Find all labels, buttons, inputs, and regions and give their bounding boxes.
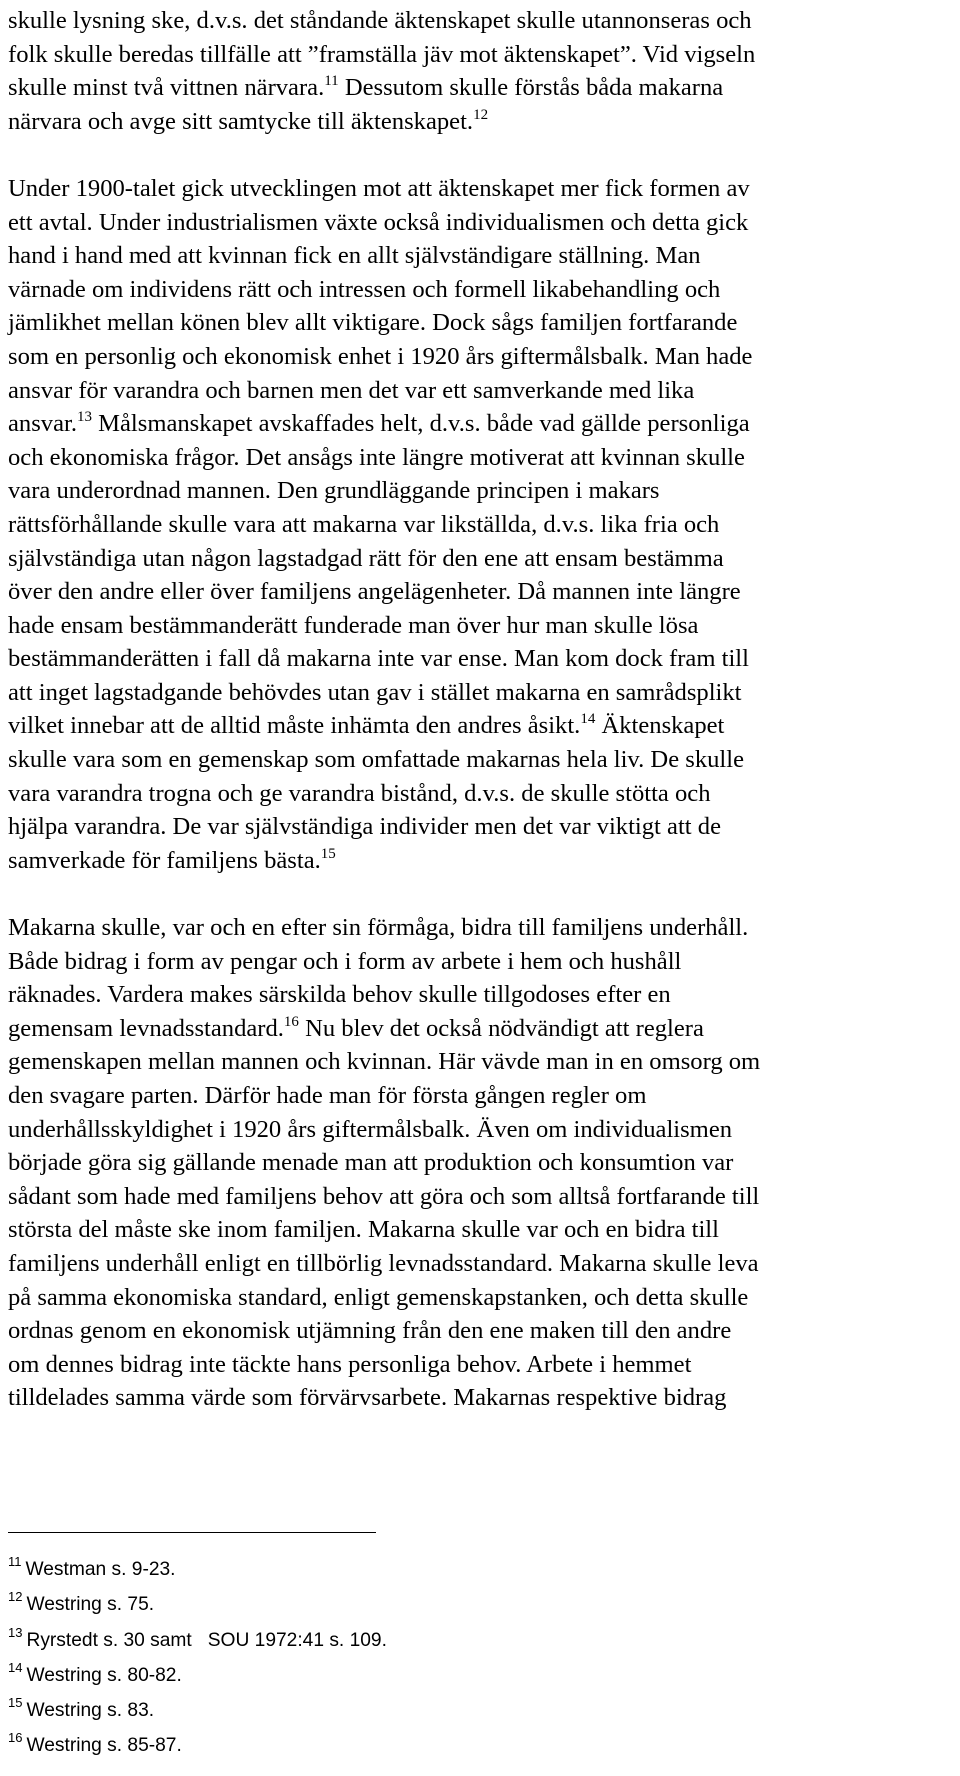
text-line: största del måste ske inom familjen. Makarna skulle var och en bidra till [8, 1216, 719, 1244]
footnote-reference[interactable]: 12 [473, 106, 489, 123]
footnote-item [8, 1623, 387, 1658]
text-segment: närvara och avge sitt samtycke till äktenskapet. [8, 107, 474, 135]
text-line: hjälpa varandra. De var självständiga individer men det var viktigt att de [8, 813, 721, 841]
text-line: Både bidrag i form av pengar och i form av arbete i hem och hushåll [8, 947, 682, 975]
footnote-number: 15 [8, 1695, 23, 1711]
text-line: att inget lagstadgande behövdes utan gav i stället makarna en samrådsplikt [8, 678, 742, 706]
text-line [8, 105, 948, 139]
text-segment: gemensam levnadsstandard. [8, 1014, 284, 1042]
footnote-text: Ryrstedt s. 30 samt SOU 1972:41 s. 109. [26, 1629, 387, 1651]
footnote-item [8, 1693, 387, 1728]
text-line: över den andre eller över familjens angelägenheter. Då mannen inte längre [8, 578, 741, 606]
text-line: ett avtal. Under industrialismen växte också individualismen och detta gick [8, 208, 749, 236]
text-line: på samma ekonomiska standard, enligt gemenskapstanken, och detta skulle [8, 1283, 749, 1311]
footnotes [8, 1552, 387, 1764]
text-line [8, 709, 948, 743]
text-line: sådant som hade med familjens behov att göra och som alltså fortfarande till [8, 1182, 760, 1210]
text-line: tilldelades samma värde som förvärvsarbete. Makarnas respektive bidrag [8, 1384, 727, 1412]
footnote-item [8, 1658, 387, 1693]
text-segment: Målsmanskapet avskaffades helt, d.v.s. både vad gällde personliga [91, 410, 750, 438]
text-segment: Nu blev det också nödvändigt att reglera [298, 1014, 704, 1042]
text-segment: ansvar. [8, 410, 77, 438]
text-line: hand i hand med att kvinnan fick en allt självständigare ställning. Man [8, 242, 701, 270]
paragraph-1900s-marriage [8, 172, 948, 877]
footnote-text: Westring s. 85-87. [26, 1735, 182, 1757]
text-line: hade ensam bestämmanderätt funderade man över hur man skulle lösa [8, 611, 699, 639]
footnote-reference[interactable]: 11 [324, 73, 339, 90]
footnote-separator [8, 1532, 376, 1533]
text-line: som en personlig och ekonomisk enhet i 1920 års giftermålsbalk. Man hade [8, 342, 753, 370]
footnote-text: Westman s. 9-23. [25, 1559, 176, 1580]
footnote-text: Westring s. 80-82. [26, 1664, 182, 1686]
text-line: självständiga utan någon lagstadgad rätt för den ene att ensam bestämma [8, 544, 724, 572]
text-segment: samverkade för familjens bästa. [8, 846, 321, 874]
paragraph-betrothal [8, 4, 948, 138]
footnote-number: 12 [8, 1589, 23, 1605]
text-line: rättsförhållande skulle vara att makarna var likställda, d.v.s. lika fria och [8, 510, 720, 538]
text-line: vara varandra trogna och ge varandra bistånd, d.v.s. de skulle stötta och [8, 779, 711, 807]
text-segment: skulle minst två vittnen närvara. [8, 74, 325, 102]
text-line: skulle lysning ske, d.v.s. det ståndande äktenskapet skulle utannonseras och [8, 7, 752, 34]
text-line: familjens underhåll enligt en tillbörlig levnadsstandard. Makarna skulle leva [8, 1249, 759, 1277]
text-line [8, 844, 948, 878]
text-line: vara underordnad mannen. Den grundläggande principen i makars [8, 477, 660, 505]
text-line: gemenskapen mellan mannen och kvinnan. Här vävde man in en omsorg om [8, 1048, 761, 1076]
footnote-item [8, 1552, 387, 1587]
footnote-item [8, 1587, 387, 1622]
paragraph-maintenance [8, 911, 948, 1415]
text-segment: vilket innebar att de alltid måste inhämta den andres åsikt. [8, 712, 581, 740]
text-line: den svagare parten. Därför hade man för första gången regler om [8, 1082, 647, 1109]
document-page [8, 4, 948, 1415]
footnote-reference[interactable]: 15 [320, 845, 336, 862]
footnote-number: 14 [8, 1659, 23, 1675]
footnote-text: Westring s. 75. [26, 1594, 155, 1616]
text-line: underhållsskyldighet i 1920 års giftermålsbalk. Även om individualismen [8, 1115, 733, 1143]
text-line: och ekonomiska frågor. Det ansågs inte längre motiverat att kvinnan skulle [8, 443, 745, 471]
text-line: skulle vara som en gemenskap som omfattade makarnas hela liv. De skulle [8, 746, 744, 774]
text-line: folk skulle beredas tillfälle att ”framställa jäv mot äktenskapet”. Vid vigseln [8, 40, 756, 68]
footnote-reference[interactable]: 14 [580, 711, 596, 728]
text-segment: Dessutom skulle förstås båda makarna [338, 74, 724, 102]
text-segment: Äktenskapet [595, 712, 725, 740]
footnote-reference[interactable]: 16 [283, 1013, 299, 1030]
footnote-number: 16 [8, 1730, 23, 1746]
text-line: om dennes bidrag inte täckte hans personliga behov. Arbete i hemmet [8, 1350, 692, 1378]
footnote-item [8, 1728, 387, 1763]
paragraph-gap [8, 877, 948, 911]
footnote-text: Westring s. 83. [26, 1700, 155, 1722]
text-line: jämlikhet mellan könen blev allt viktigare. Dock sågs familjen fortfarande [8, 309, 738, 337]
footnote-reference[interactable]: 13 [76, 409, 92, 426]
footnote-number: 11 [8, 1554, 22, 1569]
text-line: bestämmanderätten i fall då makarna inte var ense. Man kom dock fram till [8, 645, 749, 673]
text-line: räknades. Vardera makes särskilda behov skulle tillgodoses efter en [8, 981, 671, 1009]
text-line: började göra sig gällande menade man att produktion och konsumtion var [8, 1149, 734, 1177]
text-line: ansvar för varandra och barnen men det var ett samverkande med lika [8, 376, 695, 404]
text-line: Makarna skulle, var och en efter sin förmåga, bidra till familjens underhåll. [8, 914, 749, 942]
text-line [8, 71, 948, 105]
text-line: Under 1900-talet gick utvecklingen mot att äktenskapet mer fick formen av [8, 174, 750, 202]
paragraph-gap [8, 138, 948, 172]
text-line [8, 407, 948, 441]
footnote-number: 13 [8, 1624, 23, 1640]
text-line: ordnas genom en ekonomisk utjämning från den ene maken till den andre [8, 1317, 732, 1345]
text-line: värnade om individens rätt och intressen och formell likabehandling och [8, 275, 721, 303]
text-line [8, 1012, 948, 1046]
